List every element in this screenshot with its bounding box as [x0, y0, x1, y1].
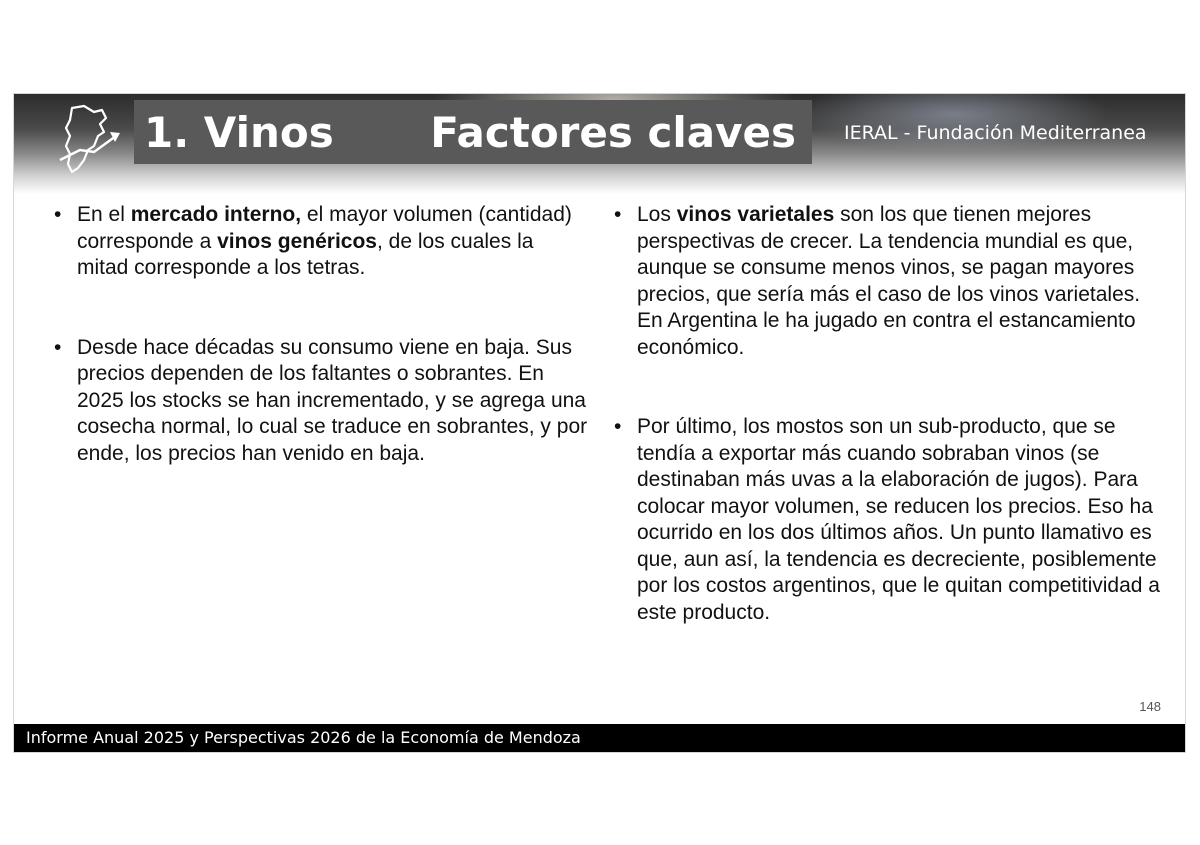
bullet-dot: • [614, 203, 622, 226]
page-number: 148 [1139, 699, 1161, 714]
text-run: Desde hace décadas su consumo viene en baja. Sus precios dependen de los faltantes o sobrantes. En 2025 los stocks se han incrementado, y se agrega una cosecha normal, lo cual se traduce en sobrantes, y por ende, los precios han venido en baja. [77, 335, 588, 465]
text-run: el mayor volumen (cantidad) corresponde a [77, 203, 572, 253]
bullet-mercado-interno [54, 202, 589, 282]
slide-title: 1. Vinos [144, 108, 334, 157]
bold-text: vinos varietales [676, 203, 835, 226]
argentina-map-logo-icon [54, 102, 132, 176]
text-run: son los que tienen mejores perspectivas de crecer. La tendencia mundial es que, aunque se consume menos vinos, se pagan mayores precios, que sería más el caso de los vinos varietales. En Argentina le ha jugado en contra el estancamiento económico. [637, 203, 1141, 359]
slide-subtitle: Factores claves [430, 108, 796, 157]
text-run: Los [637, 203, 677, 226]
bullet-mostos [614, 414, 1169, 626]
bold-text: mercado interno, [130, 203, 302, 226]
text-run: En el [77, 203, 131, 226]
bullet-vinos-varietales [614, 202, 1169, 361]
left-column [54, 202, 589, 467]
text-run: Por último, los mostos son un sub-producto, que se tendía a exportar más cuando sobraban vinos (se destinaban más uvas a la elaboración de jugos). Para colocar mayor volumen, se reducen los precios. Eso ha ocurrido en los dos últimos años. Un punto llamativo es que, aun así, la tendencia es decreciente, posiblemente por los costos argentinos, que le quitan competitividad a este producto. [637, 415, 1160, 624]
bullet-consumo [54, 335, 589, 468]
bullet-dot: • [614, 415, 622, 438]
slide [13, 93, 1186, 753]
right-column [614, 202, 1169, 626]
bullet-dot: • [54, 203, 62, 226]
text-run: , de los cuales la mitad corresponde a los tetras. [77, 229, 534, 279]
footer-text: Informe Anual 2025 y Perspectivas 2026 de la Economía de Mendoza [26, 728, 581, 747]
footer-bar [14, 724, 1185, 752]
title-banner [134, 100, 812, 164]
bullet-dot: • [54, 335, 62, 359]
bold-text: vinos genéricos [217, 229, 377, 253]
slide-header [14, 94, 1185, 194]
organization-label: IERAL - Fundación Mediterranea [844, 122, 1147, 144]
